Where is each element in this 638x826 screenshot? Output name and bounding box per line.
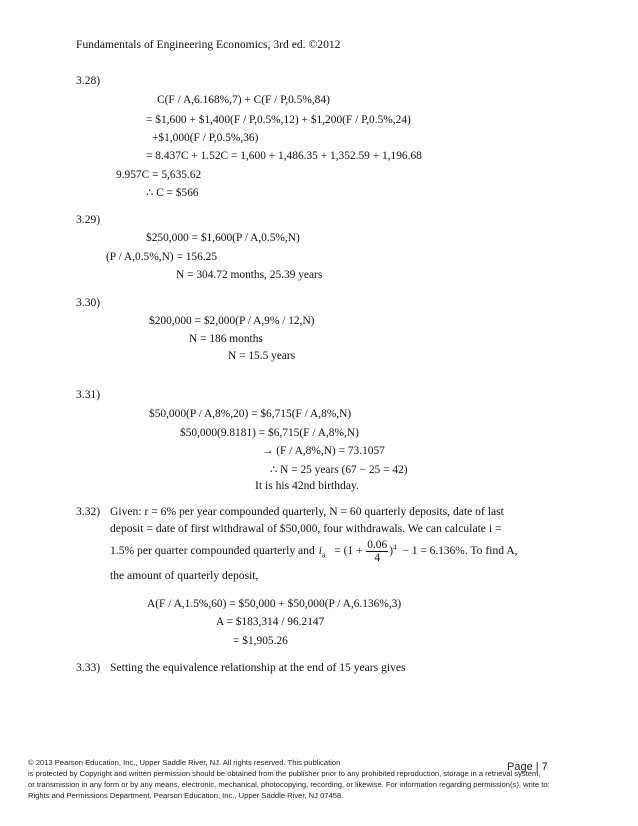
rate-fraction — [366, 539, 388, 564]
eq-3-31-line3: → (F / A,8%,N) = 73.1057 — [262, 445, 385, 457]
fraction-denominator: 4 — [374, 551, 381, 564]
eq-3-29-line3: N = 304.72 months, 25.39 years — [176, 269, 323, 281]
eq-3-28-line1: C(F / A,6.168%,7) + C(F / P,0.5%,84) — [157, 94, 330, 106]
p332-line4: the amount of quarterly deposit, — [110, 569, 259, 582]
copyright-line3: or transmission in any form or by any means, electronic, mechanical, photocopying, recording, or likewise. For information regarding permission(s), write to: — [28, 780, 550, 789]
eq-3-31-line1: $50,000(P / A,8%,20) = $6,715(F / A,8%,N) — [149, 408, 352, 420]
p332-line1: Given: r = 6% per year compounded quarterly, N = 60 quarterly deposits, date of last — [110, 505, 504, 518]
ia-eq-part1: = (1 + — [334, 544, 363, 557]
eq-3-28-line2: = $1,600 + $1,400(F / P,0.5%,12) + $1,200(F / P,0.5%,24) — [146, 114, 411, 126]
ia-expression: $i_a = (1$ + $\frac{0.06}{4}$ )$^4$ − 1 = 6.136% — [318, 538, 465, 564]
eq-3-31-line4: ∴ N = 25 years (67 − 25 = 42) — [270, 464, 408, 476]
problem-number-3-31: 3.31) — [76, 388, 101, 401]
eq-3-29-line2: (P / A,0.5%,N) = 156.25 — [106, 251, 218, 263]
eq-3-30-line1: $200,000 = $2,000(P / A,9% / 12,N) — [149, 315, 315, 327]
p332-line3-text-b: . To find A, — [464, 544, 518, 557]
p332-line3-text-a: 1.5% per quarter compounded quarterly and — [110, 544, 315, 557]
fraction-numerator: 0.06 — [367, 538, 388, 551]
p332-line2: deposit = date of first withdrawal of $50,000, four withdrawals. We can calculate i = — [110, 522, 502, 535]
ia-symbol: i — [318, 544, 322, 557]
eq-3-28-line5: 9.957C = 5,635.62 — [116, 169, 202, 181]
eq-3-32-line1: A(F / A,1.5%,60) = $50,000 + $50,000(P / A,6.136%,3) — [147, 598, 402, 610]
problem-number-3-32: 3.32) — [76, 505, 101, 518]
ia-eq-part2: − 1 = 6.136% — [402, 544, 465, 557]
eq-3-32-line2: A = $183,314 / 96.2147 — [216, 616, 325, 628]
eq-3-28-line4: = 8.437C + 1.52C = 1,600 + 1,486.35 + 1,352.59 + 1,196.68 — [146, 150, 422, 162]
ia-subscript: a — [321, 549, 326, 559]
copyright-line1: © 2013 Pearson Education, Inc., Upper Saddle River, NJ. All rights reserved. This publication — [28, 758, 341, 767]
eq-3-31-line2: $50,000(9.8181) = $6,715(F / A,8%,N) — [180, 427, 359, 439]
header-title: Fundamentals of Engineering Economics, 3rd ed. ©2012 — [76, 38, 341, 51]
copyright-line2: is protected by Copyright and written permission should be obtained from the publisher prior to any prohibited reproduction, storage in a retrieval system, — [28, 769, 541, 778]
eq-3-28-line6: ∴ C = $566 — [146, 187, 199, 199]
eq-3-31-line5: It is his 42nd birthday. — [255, 479, 359, 492]
problem-number-3-30: 3.30) — [76, 296, 101, 309]
page-header — [76, 38, 340, 52]
p333-text: Setting the equivalence relationship at the end of 15 years gives — [110, 661, 406, 674]
eq-3-32-line3: = $1,905.26 — [233, 635, 288, 647]
p332-line3 — [110, 535, 518, 567]
copyright-line4: Rights and Permissions Department, Pearson Education, Inc., Upper Saddle River, NJ 07458. — [28, 791, 344, 800]
eq-3-28-line3: +$1,000(F / P,0.5%,36) — [152, 132, 259, 144]
problem-number-3-29: 3.29) — [76, 213, 101, 226]
problem-number-3-33: 3.33) — [76, 661, 101, 674]
problem-number-3-28: 3.28) — [76, 74, 101, 87]
eq-3-30-line3: N = 15.5 years — [228, 350, 296, 362]
page-number: Page | 7 — [507, 761, 548, 773]
eq-3-30-line2: N = 186 months — [189, 333, 263, 345]
eq-3-29-line1: $250,000 = $1,600(P / A,0.5%,N) — [146, 232, 300, 244]
fraction-exponent: 4 — [392, 541, 397, 551]
